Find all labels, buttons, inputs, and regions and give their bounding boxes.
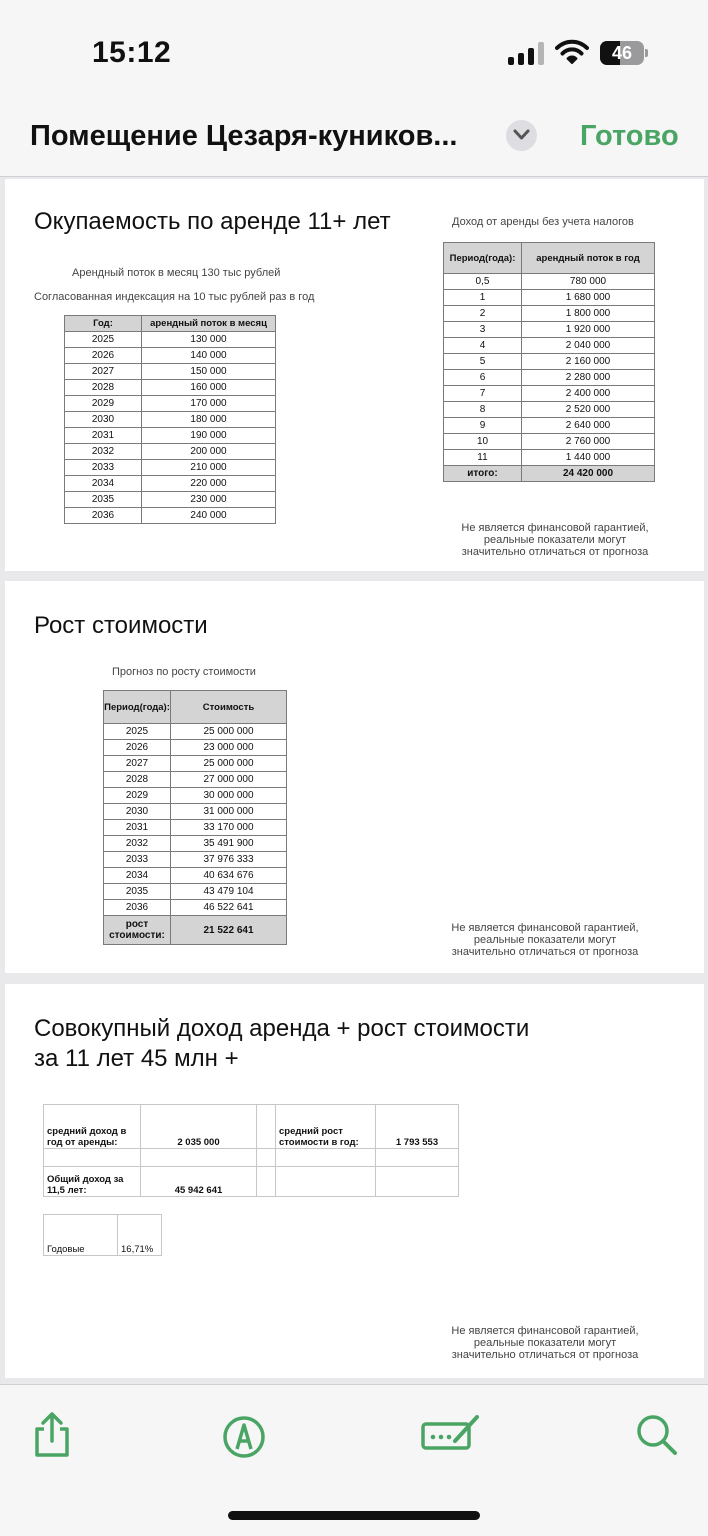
- table-cell: 150 000: [142, 364, 276, 380]
- rent-flow-note: Арендный поток в месяц 130 тыс рублей: [72, 267, 281, 279]
- table-row: [65, 348, 276, 364]
- table-cell: 2 400 000: [522, 386, 655, 402]
- table-cell: 35 491 900: [171, 836, 287, 852]
- table-cell: 31 000 000: [171, 804, 287, 820]
- table-cell: 140 000: [142, 348, 276, 364]
- table-row: [444, 338, 655, 354]
- table-row: [65, 396, 276, 412]
- table-cell: 9: [444, 418, 522, 434]
- table-row: [104, 884, 287, 900]
- markup-icon[interactable]: [220, 1413, 268, 1461]
- navigation-bar: [0, 100, 708, 177]
- status-bar: [0, 0, 708, 100]
- table-cell: 2029: [65, 396, 142, 412]
- total-row: [104, 916, 287, 945]
- table-cell: 11: [444, 450, 522, 466]
- table-row: [104, 868, 287, 884]
- table-cell: 40 634 676: [171, 868, 287, 884]
- table-cell: 2032: [104, 836, 171, 852]
- table-cell: 2025: [104, 724, 171, 740]
- table-row: [444, 370, 655, 386]
- table-row: [65, 508, 276, 524]
- page-title-line-2: за 11 лет 45 млн +: [34, 1045, 239, 1072]
- table-row: [104, 724, 287, 740]
- table-row: [65, 492, 276, 508]
- search-icon[interactable]: [633, 1411, 681, 1459]
- table-row: [444, 402, 655, 418]
- table-cell: 2031: [104, 820, 171, 836]
- share-icon[interactable]: [27, 1411, 75, 1459]
- disclaimer: Не является финансовой гарантией, реальные показатели могут значительно отличаться от прогноза: [451, 922, 639, 958]
- table-row: [444, 450, 655, 466]
- wifi-icon: [555, 38, 589, 66]
- document-page-1: [5, 179, 704, 571]
- table-cell: 240 000: [142, 508, 276, 524]
- home-indicator: [228, 1511, 480, 1520]
- annual-yield-label: Годовые: [44, 1215, 118, 1256]
- table-row: [444, 322, 655, 338]
- table-row: [65, 460, 276, 476]
- total-cell: 21 522 641: [171, 916, 287, 945]
- table-cell: 2028: [104, 772, 171, 788]
- table-cell: 2028: [65, 380, 142, 396]
- table-cell: 210 000: [142, 460, 276, 476]
- avg-rent-label: средний доход в год от аренды:: [44, 1105, 141, 1149]
- table-cell: 46 522 641: [171, 900, 287, 916]
- table-row: [444, 274, 655, 290]
- battery-icon: [600, 41, 648, 65]
- table-row: [65, 332, 276, 348]
- table-cell: 3: [444, 322, 522, 338]
- table-cell: 230 000: [142, 492, 276, 508]
- table-cell: 1 920 000: [522, 322, 655, 338]
- table-cell: 2031: [65, 428, 142, 444]
- table-cell: 23 000 000: [171, 740, 287, 756]
- table-cell: 170 000: [142, 396, 276, 412]
- table-row: [65, 364, 276, 380]
- table-row: [65, 412, 276, 428]
- table-cell: 2 640 000: [522, 418, 655, 434]
- table-cell: 30 000 000: [171, 788, 287, 804]
- table-cell: 190 000: [142, 428, 276, 444]
- table-cell: 2026: [104, 740, 171, 756]
- table-cell: 27 000 000: [171, 772, 287, 788]
- table-cell: 130 000: [142, 332, 276, 348]
- table-cell: 200 000: [142, 444, 276, 460]
- table-cell: 2 520 000: [522, 402, 655, 418]
- table-row: [104, 756, 287, 772]
- table-cell: 160 000: [142, 380, 276, 396]
- table-row: [104, 740, 287, 756]
- table-row: [444, 418, 655, 434]
- table-row: [104, 804, 287, 820]
- battery-level: 46: [611, 43, 633, 63]
- table-cell: 43 479 104: [171, 884, 287, 900]
- table-cell: 2025: [65, 332, 142, 348]
- column-header: арендный поток в месяц: [142, 316, 276, 332]
- column-header: арендный поток в год: [522, 243, 655, 274]
- table-cell: 10: [444, 434, 522, 450]
- table-cell: 25 000 000: [171, 756, 287, 772]
- table-cell: 180 000: [142, 412, 276, 428]
- total-income-label: Общий доход за 11,5 лет:: [44, 1167, 141, 1197]
- table-cell: 2030: [65, 412, 142, 428]
- avg-growth-label: средний рост стоимости в год:: [276, 1105, 376, 1149]
- total-income-value: 45 942 641: [141, 1167, 257, 1197]
- table-row: [65, 428, 276, 444]
- document-page-3: [5, 984, 704, 1378]
- done-button[interactable]: Готово: [580, 120, 679, 152]
- page-title-line-1: Совокупный доход аренда + рост стоимости: [34, 1015, 530, 1042]
- table-row: [444, 306, 655, 322]
- annual-income-table: [443, 242, 655, 482]
- table-row: [104, 788, 287, 804]
- table-cell: 2: [444, 306, 522, 322]
- table-cell: 2034: [65, 476, 142, 492]
- table-row: [65, 476, 276, 492]
- table-cell: 7: [444, 386, 522, 402]
- table-cell: 0,5: [444, 274, 522, 290]
- table-row: [444, 386, 655, 402]
- table-cell: 2033: [65, 460, 142, 476]
- table-cell: 33 170 000: [171, 820, 287, 836]
- page-title: Рост стоимости: [34, 612, 208, 639]
- table-cell: 2030: [104, 804, 171, 820]
- table-row: [444, 434, 655, 450]
- table-cell: 2027: [104, 756, 171, 772]
- avg-rent-value: 2 035 000: [141, 1105, 257, 1149]
- table-cell: 8: [444, 402, 522, 418]
- column-header: Год:: [65, 316, 142, 332]
- property-value-table: [103, 690, 287, 945]
- table-cell: 4: [444, 338, 522, 354]
- total-cell: рост стоимости:: [104, 916, 171, 945]
- document-page-2: [5, 581, 704, 973]
- status-time: 15:12: [92, 36, 172, 69]
- total-row: [444, 466, 655, 482]
- signature-icon[interactable]: [420, 1411, 482, 1459]
- table-cell: 220 000: [142, 476, 276, 492]
- table-cell: 2032: [65, 444, 142, 460]
- table-cell: 2026: [65, 348, 142, 364]
- cellular-signal-icon: [508, 41, 544, 65]
- annual-yield-value: 16,71%: [118, 1215, 162, 1256]
- page-title: Окупаемость по аренде 11+ лет: [34, 208, 391, 235]
- table-cell: 2036: [104, 900, 171, 916]
- document-title[interactable]: Помещение Цезаря-куников...: [30, 120, 458, 152]
- disclaimer: Не является финансовой гарантией, реальные показатели могут значительно отличаться от прогноза: [461, 522, 649, 558]
- table-cell: 2 160 000: [522, 354, 655, 370]
- table-row: [65, 380, 276, 396]
- income-caption: Доход от аренды без учета налогов: [452, 216, 634, 228]
- total-cell: 24 420 000: [522, 466, 655, 482]
- column-header: Период(года):: [104, 691, 171, 724]
- table-row: [104, 772, 287, 788]
- table-row: [104, 836, 287, 852]
- table-cell: 2029: [104, 788, 171, 804]
- table-cell: 2035: [65, 492, 142, 508]
- title-menu-chevron-icon[interactable]: [506, 120, 537, 151]
- table-cell: 2033: [104, 852, 171, 868]
- table-cell: 25 000 000: [171, 724, 287, 740]
- table-row: [104, 820, 287, 836]
- table-row: [65, 444, 276, 460]
- table-cell: 1 440 000: [522, 450, 655, 466]
- table-row: [104, 900, 287, 916]
- table-cell: 2035: [104, 884, 171, 900]
- table-row: [444, 290, 655, 306]
- growth-caption: Прогноз по росту стоимости: [112, 666, 256, 678]
- table-row: [444, 354, 655, 370]
- table-cell: 1 680 000: [522, 290, 655, 306]
- column-header: Стоимость: [171, 691, 287, 724]
- table-cell: 2034: [104, 868, 171, 884]
- indexation-note: Согласованная индексация на 10 тыс рублей раз в год: [34, 291, 315, 303]
- table-cell: 2 280 000: [522, 370, 655, 386]
- column-header: Период(года):: [444, 243, 522, 274]
- total-cell: итого:: [444, 466, 522, 482]
- table-cell: 2 040 000: [522, 338, 655, 354]
- table-cell: 2 760 000: [522, 434, 655, 450]
- avg-growth-value: 1 793 553: [376, 1105, 459, 1149]
- table-row: [104, 852, 287, 868]
- table-cell: 2036: [65, 508, 142, 524]
- table-cell: 1: [444, 290, 522, 306]
- summary-table: [43, 1104, 459, 1197]
- annual-yield-table: [43, 1214, 162, 1256]
- disclaimer: Не является финансовой гарантией, реальные показатели могут значительно отличаться от прогноза: [451, 1325, 639, 1361]
- table-cell: 5: [444, 354, 522, 370]
- table-cell: 2027: [65, 364, 142, 380]
- table-cell: 1 800 000: [522, 306, 655, 322]
- table-cell: 6: [444, 370, 522, 386]
- monthly-rent-table: [64, 315, 276, 524]
- table-cell: 780 000: [522, 274, 655, 290]
- table-cell: 37 976 333: [171, 852, 287, 868]
